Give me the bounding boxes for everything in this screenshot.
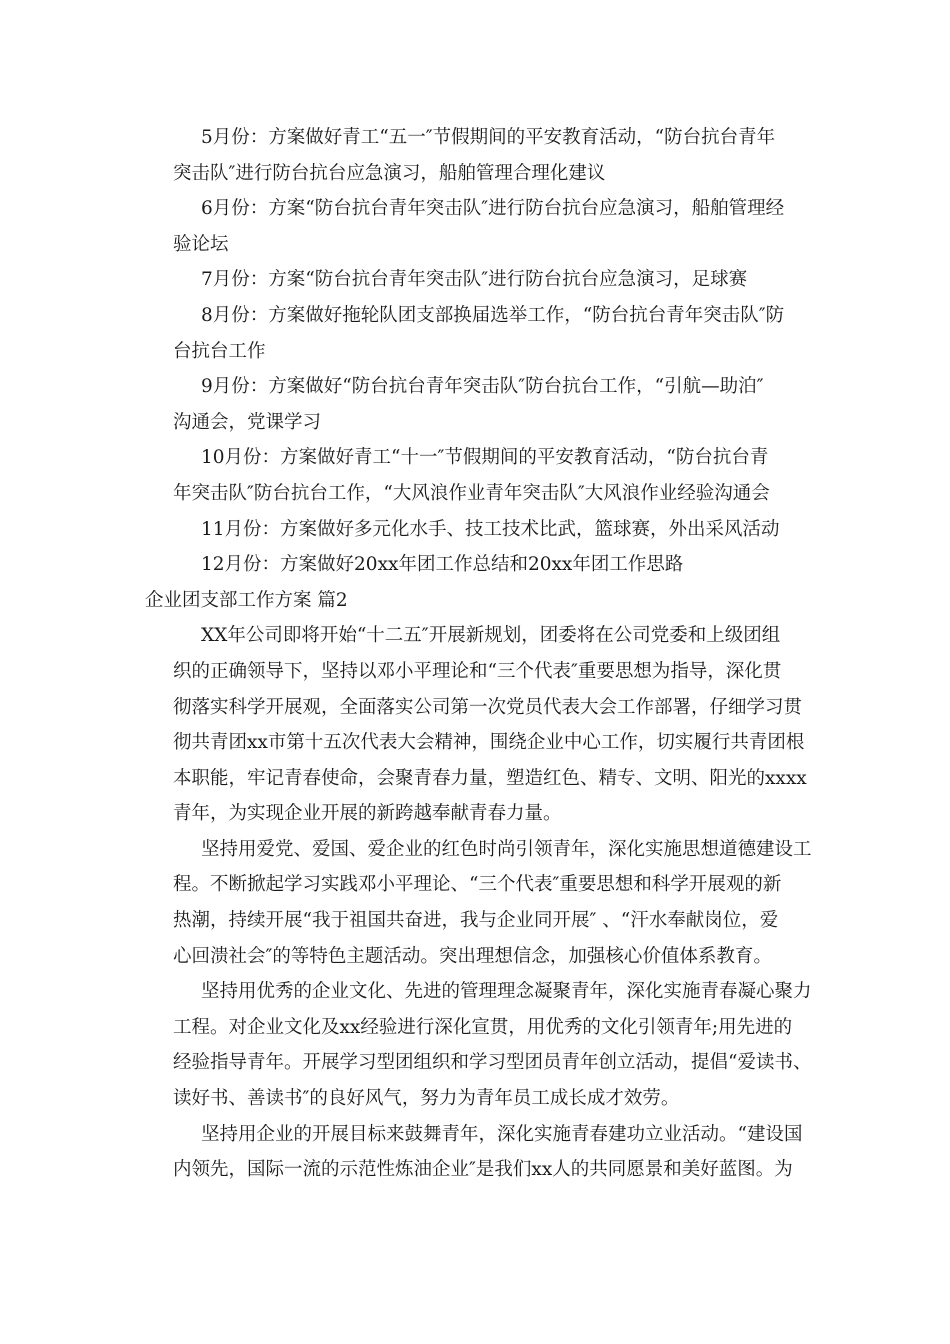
plan-item-december (145, 547, 815, 583)
text-line: 沟通会，党课学习 (173, 411, 322, 433)
text-line: 坚持用企业的开展目标来鼓舞青年，深化实施青春建功立业活动。“建设国 (201, 1123, 803, 1145)
text-line: 读好书、善读书″的良好风气，努力为青年员工成长成才效劳。 (173, 1088, 680, 1110)
plan-item-september (145, 369, 815, 440)
plan-item-june (145, 191, 815, 262)
text-line: 程。不断掀起学习实践邓小平理论、“三个代表″重要思想和科学开展观的新 (173, 874, 782, 896)
text-line: 青年，为实现企业开展的新跨越奉献青春力量。 (173, 803, 562, 825)
text-line: 织的正确领导下，坚持以邓小平理论和“三个代表″重要思想为指导，深化贯 (173, 660, 782, 682)
text-line: 坚持用优秀的企业文化、先进的管理理念凝聚青年，深化实施青春凝心聚力 (201, 981, 812, 1003)
text-line: 年突击队″防台抗台工作，“大风浪作业青年突击队″大风浪作业经验沟通会 (173, 482, 770, 504)
plan-item-may (145, 120, 815, 191)
plan-item-november (145, 512, 815, 548)
text-line: 11月份：方案做好多元化水手、技工技术比武，篮球赛，外出采风活动 (201, 518, 780, 540)
text-line: 突击队″进行防台抗台应急演习，船舶管理合理化建议 (173, 162, 606, 184)
text-line: 12月份：方案做好20xx年团工作总结和20xx年团工作思路 (201, 554, 684, 576)
text-line: 台抗台工作 (173, 340, 266, 362)
text-line: XX年公司即将开始“十二五″开展新规划，团委将在公司党委和上级团组 (201, 625, 781, 647)
text-line: 经验指导青年。开展学习型团组织和学习型团员青年创立活动，提倡“爱读书、 (173, 1052, 812, 1074)
text-line: 10月份：方案做好青工“十一″节假期间的平安教育活动，“防台抗台青 (201, 447, 769, 469)
text-line: 热潮，持续开展“我于祖国共奋进，我与企业同开展″ 、“汗水奉献岗位，爱 (173, 910, 779, 932)
text-line: 6月份：方案“防台抗台青年突击队″进行防台抗台应急演习，船舶管理经 (201, 198, 785, 220)
text-line: 本职能，牢记青春使命，会聚青春力量，塑造红色、精专、文明、阳光的xxxx (173, 767, 807, 789)
section-heading (145, 583, 815, 619)
body-paragraph (145, 832, 815, 974)
text-line: 7月份：方案“防台抗台青年突击队″进行防台抗台应急演习，足球赛 (201, 269, 748, 291)
text-line: 彻落实科学开展观，全面落实公司第一次党员代表大会工作部署，仔细学习贯 (173, 696, 803, 718)
plan-item-october (145, 440, 815, 511)
document-body (145, 120, 815, 1188)
text-line: 坚持用爱党、爱国、爱企业的红色时尚引领青年，深化实施思想道德建设工 (201, 838, 812, 860)
text-line: 工程。对企业文化及xx经验进行深化宣贯，用优秀的文化引领青年;用先进的 (173, 1016, 793, 1038)
plan-item-july (145, 262, 815, 298)
text-line: 心回溃社会″的等特色主题活动。突出理想信念，加强核心价值体系教育。 (173, 945, 772, 967)
body-paragraph (145, 974, 815, 1116)
body-paragraph (145, 1117, 815, 1188)
text-line: 9月份：方案做好“防台抗台青年突击队″防台抗台工作，“引航—助泊″ (201, 376, 764, 398)
plan-item-august (145, 298, 815, 369)
text-line: 彻共青团xx市第十五次代表大会精神，围绕企业中心工作，切实履行共青团根 (173, 732, 805, 754)
text-line: 验论坛 (173, 233, 229, 255)
body-paragraph (145, 618, 815, 832)
text-line: 5月份：方案做好青工“五一″节假期间的平安教育活动，“防台抗台青年 (201, 127, 776, 148)
text-line: 内领先，国际一流的示范性炼油企业″是我们xx人的共同愿景和美好蓝图。为 (173, 1159, 793, 1181)
text-line: 8月份：方案做好拖轮队团支部换届选举工作，“防台抗台青年突击队″防 (201, 304, 785, 326)
section-heading-text: 企业团支部工作方案 篇2 (145, 589, 348, 611)
